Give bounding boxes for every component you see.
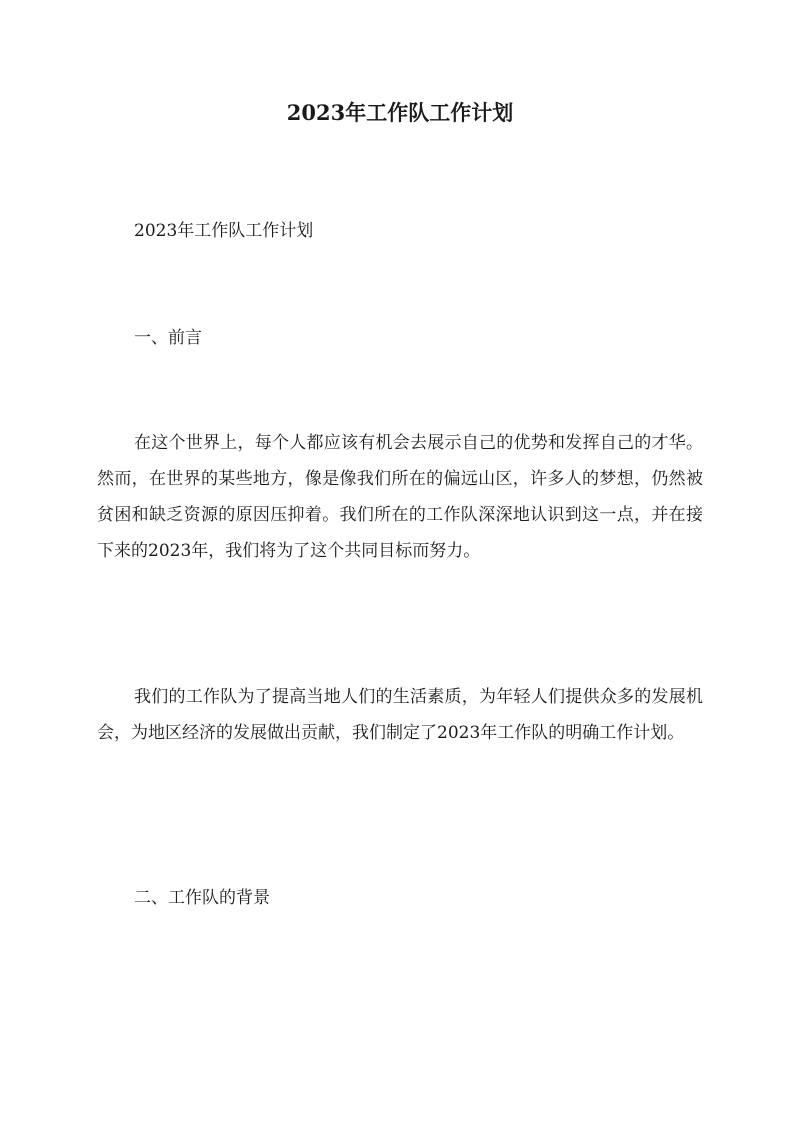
document-subtitle: 2023年工作队工作计划 — [134, 221, 314, 241]
section-heading-background: 二、工作队的背景 — [134, 888, 270, 908]
section-heading-preface: 一、前言 — [134, 328, 202, 348]
preface-paragraph-2: 我们的工作队为了提高当地人们的生活素质，为年轻人们提供众多的发展机会，为地区经济的发展做出贡献，我们制定了2023年工作队的明确工作计划。 — [97, 687, 703, 743]
preface-paragraph-1: 在这个世界上，每个人都应该有机会去展示自己的优势和发挥自己的才华。然而，在世界的某些地方，像是像我们所在的偏远山区，许多人的梦想，仍然被贫困和缺乏资源的原因压抑着。我们所在的工作队深深地认识到这一点，并在接下来的2023年，我们将为了这个共同目标而努力。 — [97, 433, 703, 561]
document-title: 2023年工作队工作计划 — [286, 100, 514, 125]
